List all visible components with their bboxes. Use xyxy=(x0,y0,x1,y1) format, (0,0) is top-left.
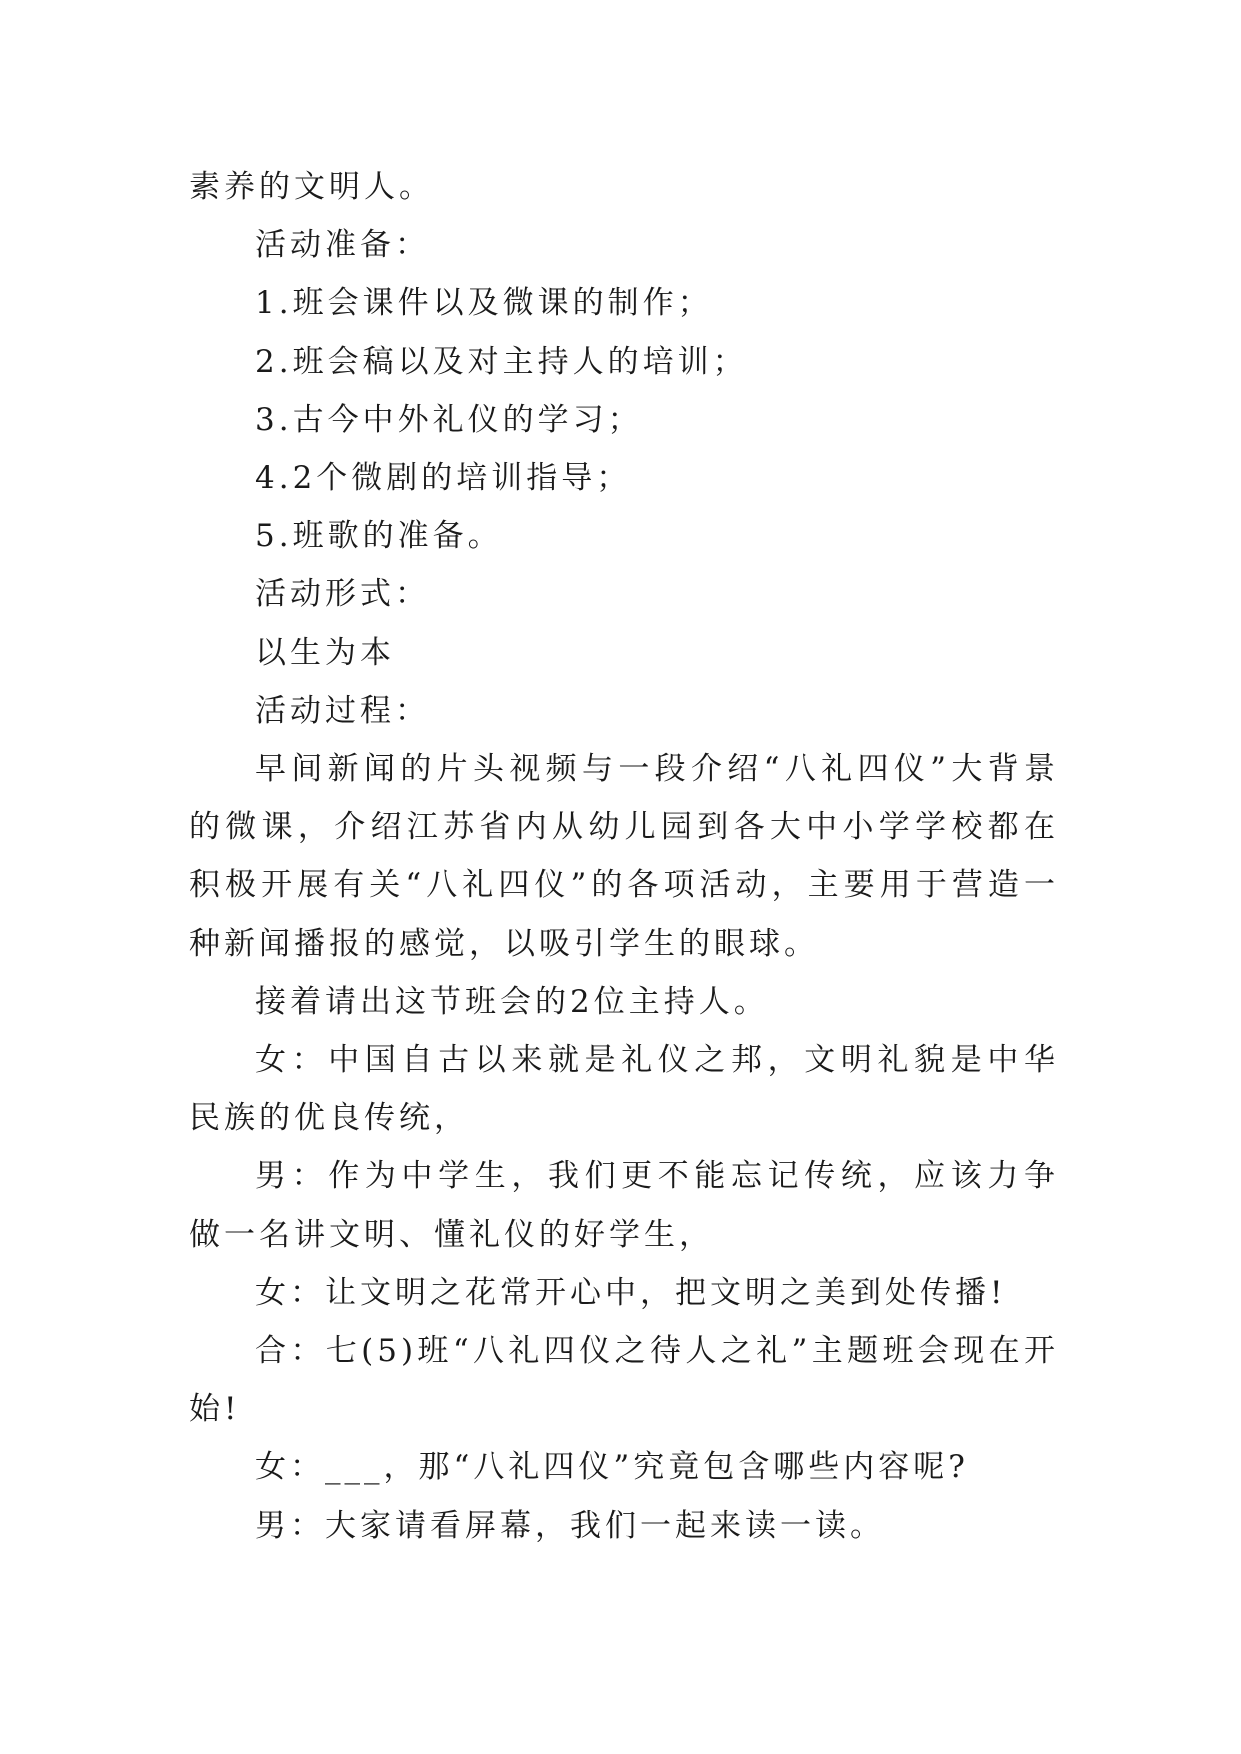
dialogue-line-6: 男：大家请看屏幕，我们一起来读一读。 xyxy=(255,1507,885,1544)
list-item-1: 1.班会课件以及微课的制作； xyxy=(255,285,713,322)
list-item-3: 3.古今中外礼仪的学习； xyxy=(255,401,643,438)
heading-activity-preparation: 活动准备： xyxy=(255,227,430,264)
list-item-2: 2.班会稿以及对主持人的培训； xyxy=(255,343,748,380)
paragraph-hosts: 接着请出这节班会的2位主持人。 xyxy=(255,983,769,1020)
dialogue-line-5: 女：___，那“八礼四仪”究竟包含哪些内容呢? xyxy=(255,1449,969,1486)
list-item-4: 4.2个微剧的培训指导； xyxy=(255,460,632,497)
paragraph-activity-form: 以生为本 xyxy=(255,634,395,671)
heading-activity-form: 活动形式： xyxy=(255,576,430,613)
dialogue-line-4: 合：七(5)班“八礼四仪之待人之礼”主题班会现在开始! xyxy=(189,1333,1059,1428)
heading-activity-process: 活动过程： xyxy=(255,692,430,729)
paragraph-continuation: 素养的文明人。 xyxy=(189,169,434,205)
dialogue-line-1: 女：中国自古以来就是礼仪之邦，文明礼貌是中华民族的优良传统， xyxy=(189,1042,1059,1137)
document-body xyxy=(189,158,1059,1555)
paragraph-news-intro: 早间新闻的片头视频与一段介绍“八礼四仪”大背景的微课，介绍江苏省内从幼儿园到各大中小学学校都在积极开展有关“八礼四仪”的各项活动，主要用于营造一种新闻播报的感觉，以吸引学生的眼球。 xyxy=(189,751,1059,962)
list-item-5: 5.班歌的准备。 xyxy=(255,518,503,555)
dialogue-line-2: 男：作为中学生，我们更不能忘记传统，应该力争做一名讲文明、懂礼仪的好学生， xyxy=(189,1158,1059,1253)
dialogue-line-3: 女：让文明之花常开心中，把文明之美到处传播! xyxy=(255,1274,1007,1311)
